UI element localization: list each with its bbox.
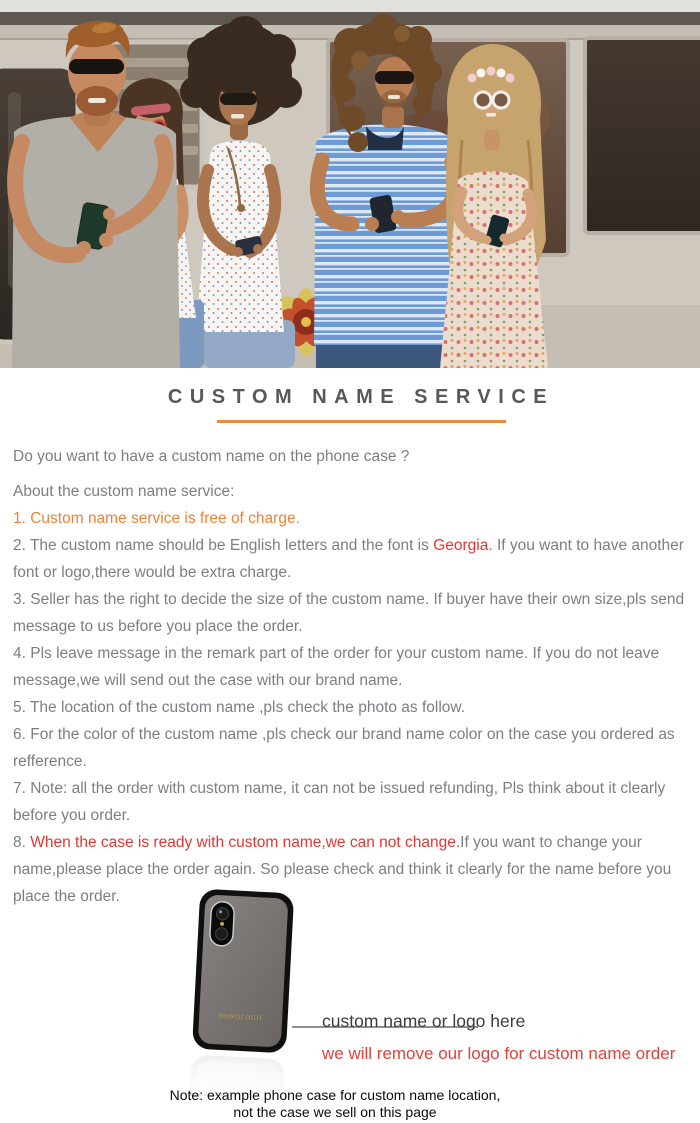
bottom-note-line2: not the case we sell on this page xyxy=(233,1104,437,1120)
accent-divider xyxy=(217,420,506,423)
person-striped-shirt-man xyxy=(314,14,462,368)
section-header xyxy=(11,386,700,423)
person-flower-crown-woman xyxy=(440,44,548,368)
note-segment: When the case is ready with custom name,we can not change. xyxy=(30,834,461,851)
service-note-item xyxy=(13,505,690,532)
note-segment: 4. Pls leave message in the remark part of the order for your custom name. If you do not leave message,we will send out the case with our brand name. xyxy=(13,645,660,689)
note-segment: 6. For the color of the custom name ,pls check our brand name color on the case you ordered as refference. xyxy=(13,726,675,770)
van-window-right xyxy=(585,38,700,233)
sunglasses-icon xyxy=(220,93,257,105)
callout-label: custom name or logo here xyxy=(322,1011,526,1031)
service-note-item xyxy=(13,775,690,829)
page-title: CUSTOM NAME SERVICE xyxy=(167,386,555,408)
sunglasses-icon xyxy=(375,71,414,84)
service-note-item xyxy=(13,640,690,694)
service-note-item xyxy=(13,532,690,586)
note-segment: 1. Custom name service is free of charge. xyxy=(13,510,300,527)
camera-module-icon xyxy=(209,901,234,946)
intro-about: About the custom name service: xyxy=(13,483,235,500)
service-note-item xyxy=(13,586,690,640)
bottom-note xyxy=(150,1087,520,1121)
hero-photo xyxy=(0,0,700,368)
note-segment: . If you want to have another font or logo,there would be extra charge. xyxy=(13,537,684,581)
sunglasses-icon xyxy=(69,59,124,74)
case-brand-logo: HONOLOGII xyxy=(218,1012,263,1023)
note-segment: Georgia xyxy=(433,537,489,554)
phone-case-figure xyxy=(0,894,700,1123)
note-segment: 8. xyxy=(13,834,31,851)
note-segment: If you want to change your name,please place the order again. So please check and think it clearly for the name before you place the order. xyxy=(13,834,672,905)
note-segment: 2. The custom name should be English letters and the font is xyxy=(13,537,434,554)
service-note-item xyxy=(13,694,690,721)
logo-removal-warning: we will remove our logo for custom name order xyxy=(322,1044,676,1063)
note-segment: 3. Seller has the right to decide the size of the custom name. If buyer have their own size,pls send message to us before you place the order. xyxy=(13,591,685,635)
service-notes-list xyxy=(13,505,690,910)
intro-question: Do you want to have a custom name on the phone case ? xyxy=(13,448,410,465)
bottom-note-line1: Note: example phone case for custom name location, xyxy=(169,1087,501,1103)
service-note-item xyxy=(13,721,690,775)
service-notes xyxy=(0,423,700,910)
note-segment: 5. The location of the custom name ,pls check the photo as follow. xyxy=(13,699,466,716)
note-segment: 7. Note: all the order with custom name, it can not be issued refunding, Pls think about it clearly before you order. xyxy=(13,780,666,824)
phone-case-image xyxy=(148,888,348,1096)
phone-case xyxy=(192,889,294,1054)
